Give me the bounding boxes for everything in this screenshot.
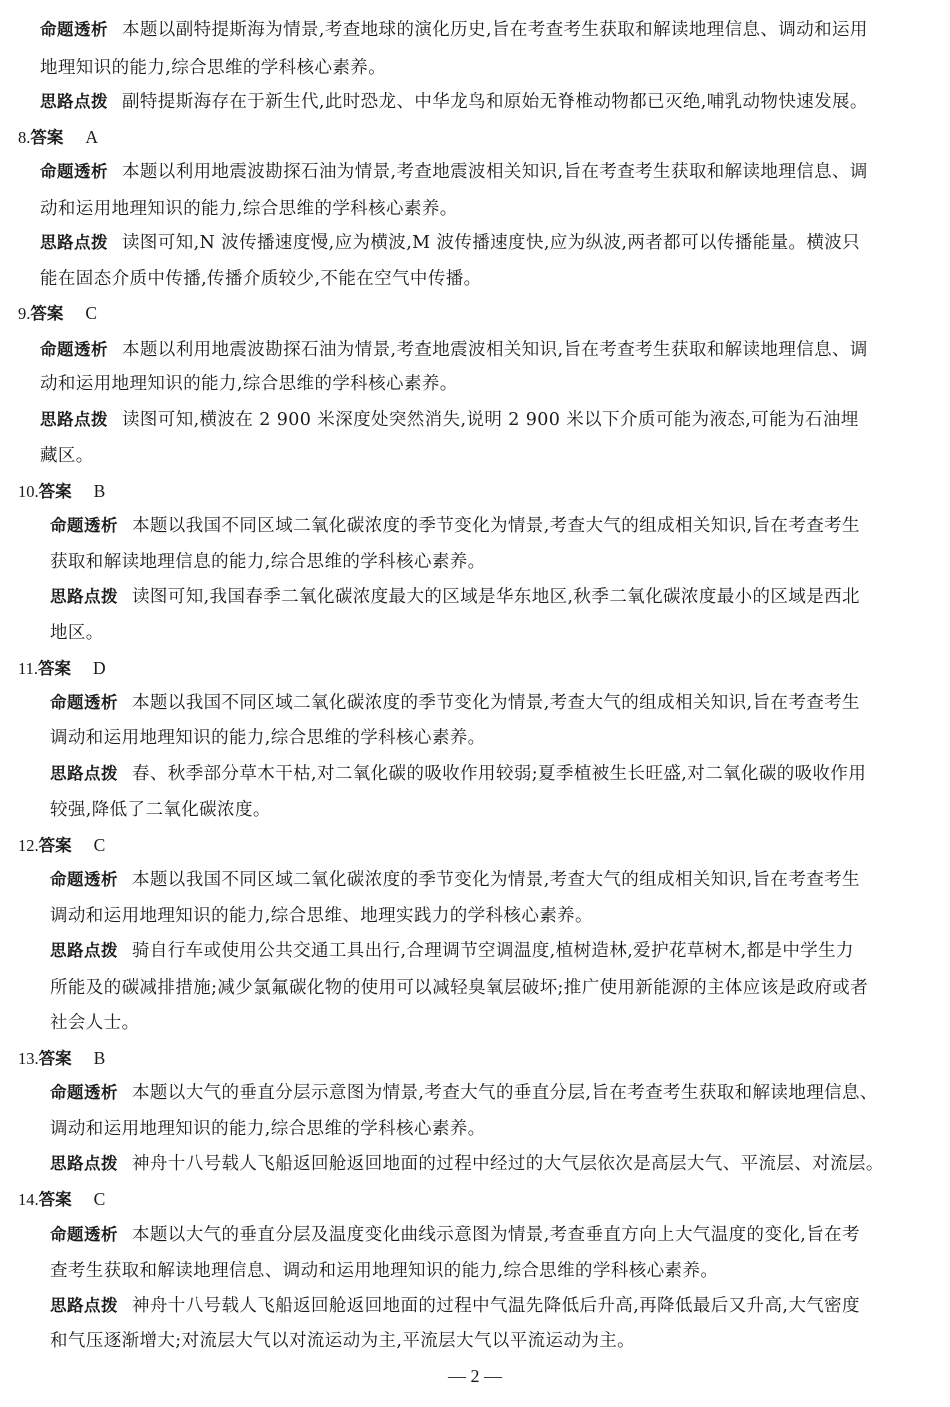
analysis-label: 命题透析 [50,1225,118,1244]
analysis-line [40,335,868,365]
analysis-line [50,688,860,718]
analysis-line [40,15,868,45]
answer-letter: B [93,1048,106,1068]
paragraph-continuation: 动和运用地理知识的能力,综合思维的学科核心素养。 [40,374,458,394]
analysis-label: 命题透析 [50,870,118,889]
paragraph-continuation: 获取和解读地理信息的能力,综合思维的学科核心素养。 [50,552,486,572]
answer-label: 答案 [38,836,72,855]
paragraph-continuation: 调动和运用地理知识的能力,综合思维、地理实践力的学科核心素养。 [50,906,593,926]
hint-line [50,1149,884,1179]
question-number: 14. [18,1190,39,1209]
paragraph-continuation: 和气压逐渐增大;对流层大气以对流运动为主,平流层大气以平流运动为主。 [50,1331,636,1351]
hint-label: 思路点拨 [40,92,108,111]
answer-line [18,122,98,152]
hint-label: 思路点拨 [50,587,118,606]
question-number: 11. [18,659,39,678]
analysis-label: 命题透析 [40,340,108,359]
hint-line [50,1291,860,1321]
analysis-line [50,1220,860,1250]
answer-letter: C [85,303,98,323]
analysis-text: 本题以大气的垂直分层及温度变化曲线示意图为情景,考查垂直方向上大气温度的变化,旨在考 [132,1225,860,1245]
paragraph-continuation: 查考生获取和解读地理信息、调动和运用地理知识的能力,综合思维的学科核心素养。 [50,1261,719,1281]
hint-label: 思路点拨 [40,410,108,429]
analysis-text: 本题以副特提斯海为情景,考查地球的演化历史,旨在考查考生获取和解读地理信息、调动和运用 [122,20,868,40]
hint-line [50,759,866,789]
question-number: 13. [18,1049,39,1068]
answer-letter: C [93,835,106,855]
hint-line [40,228,860,258]
answer-line [18,476,105,506]
hint-text: 读图可知,横波在 2 900 米深度处突然消失,说明 2 900 米以下介质可能为液态,可能为石油埋 [122,410,859,430]
analysis-line [40,157,868,187]
analysis-text: 本题以大气的垂直分层示意图为情景,考查大气的垂直分层,旨在考查考生获取和解读地理信息、 [132,1083,878,1103]
analysis-text: 本题以我国不同区域二氧化碳浓度的季节变化为情景,考查大气的组成相关知识,旨在考查考生 [132,516,860,536]
answer-line [18,1043,105,1073]
paragraph-continuation: 所能及的碳减排措施;减少氯氟碳化物的使用可以减轻臭氧层破坏;推广使用新能源的主体应该是政府或者 [50,978,869,998]
paragraph-continuation: 地理知识的能力,综合思维的学科核心素养。 [40,58,387,78]
answer-label: 答案 [38,482,72,501]
paragraph-continuation: 动和运用地理知识的能力,综合思维的学科核心素养。 [40,199,458,219]
hint-label: 思路点拨 [50,941,118,960]
paragraph-continuation: 藏区。 [40,446,94,466]
hint-label: 思路点拨 [50,1154,118,1173]
answer-label: 答案 [30,304,64,323]
paragraph-continuation: 调动和运用地理知识的能力,综合思维的学科核心素养。 [50,1119,486,1139]
analysis-line [50,1078,878,1108]
analysis-text: 本题以利用地震波勘探石油为情景,考查地震波相关知识,旨在考查考生获取和解读地理信息、调 [122,340,868,360]
paragraph-continuation: 较强,降低了二氧化碳浓度。 [50,800,271,820]
answer-letter: B [93,481,106,501]
analysis-line [50,865,860,895]
question-number: 8. [18,128,31,147]
analysis-label: 命题透析 [40,162,108,181]
hint-text: 骑自行车或使用公共交通工具出行,合理调节空调温度,植树造林,爱护花草树木,都是中学生力 [132,941,854,961]
hint-label: 思路点拨 [40,233,108,252]
hint-text: 读图可知,我国春季二氧化碳浓度最大的区域是华东地区,秋季二氧化碳浓度最小的区域是西北 [132,587,860,607]
hint-text: 神舟十八号载人飞船返回舱返回地面的过程中经过的大气层依次是高层大气、平流层、对流层。 [132,1154,884,1174]
hint-text: 神舟十八号载人飞船返回舱返回地面的过程中气温先降低后升高,再降低最后又升高,大气密度 [132,1296,860,1316]
answer-line [18,653,106,683]
paragraph-continuation: 调动和运用地理知识的能力,综合思维的学科核心素养。 [50,728,486,748]
answer-label: 答案 [38,1049,72,1068]
analysis-label: 命题透析 [50,1083,118,1102]
question-number: 12. [18,836,39,855]
page-number: — 2 — [448,1366,502,1386]
hint-line [50,936,854,966]
answer-line [18,1184,105,1214]
answer-letter: D [93,658,106,678]
hint-label: 思路点拨 [50,764,118,783]
hint-line [40,87,868,117]
analysis-text: 本题以利用地震波勘探石油为情景,考查地震波相关知识,旨在考查考生获取和解读地理信息、调 [122,162,868,182]
answer-label: 答案 [38,1190,72,1209]
answer-letter: A [85,127,99,147]
analysis-label: 命题透析 [40,20,108,39]
paragraph-continuation: 地区。 [50,623,104,643]
analysis-label: 命题透析 [50,516,118,535]
hint-line [40,405,859,435]
answer-line [18,298,97,328]
analysis-label: 命题透析 [50,693,118,712]
paragraph-continuation: 能在固态介质中传播,传播介质较少,不能在空气中传播。 [40,269,482,289]
question-number: 10. [18,482,39,501]
analysis-text: 本题以我国不同区域二氧化碳浓度的季节变化为情景,考查大气的组成相关知识,旨在考查考生 [132,693,860,713]
analysis-line [50,511,860,541]
hint-label: 思路点拨 [50,1296,118,1315]
analysis-text: 本题以我国不同区域二氧化碳浓度的季节变化为情景,考查大气的组成相关知识,旨在考查考生 [132,870,860,890]
hint-text: 读图可知,N 波传播速度慢,应为横波,M 波传播速度快,应为纵波,两者都可以传播能量。横波只 [122,233,861,253]
hint-line [50,582,860,612]
hint-text: 春、秋季部分草木干枯,对二氧化碳的吸收作用较弱;夏季植被生长旺盛,对二氧化碳的吸收作用 [132,764,867,784]
paragraph-continuation: 社会人士。 [50,1013,140,1033]
answer-label: 答案 [30,128,64,147]
question-number: 9. [18,304,31,323]
answer-label: 答案 [38,659,72,678]
answer-line [18,830,105,860]
answer-letter: C [93,1189,106,1209]
hint-text: 副特提斯海存在于新生代,此时恐龙、中华龙鸟和原始无脊椎动物都已灭绝,哺乳动物快速发展。 [122,92,868,112]
